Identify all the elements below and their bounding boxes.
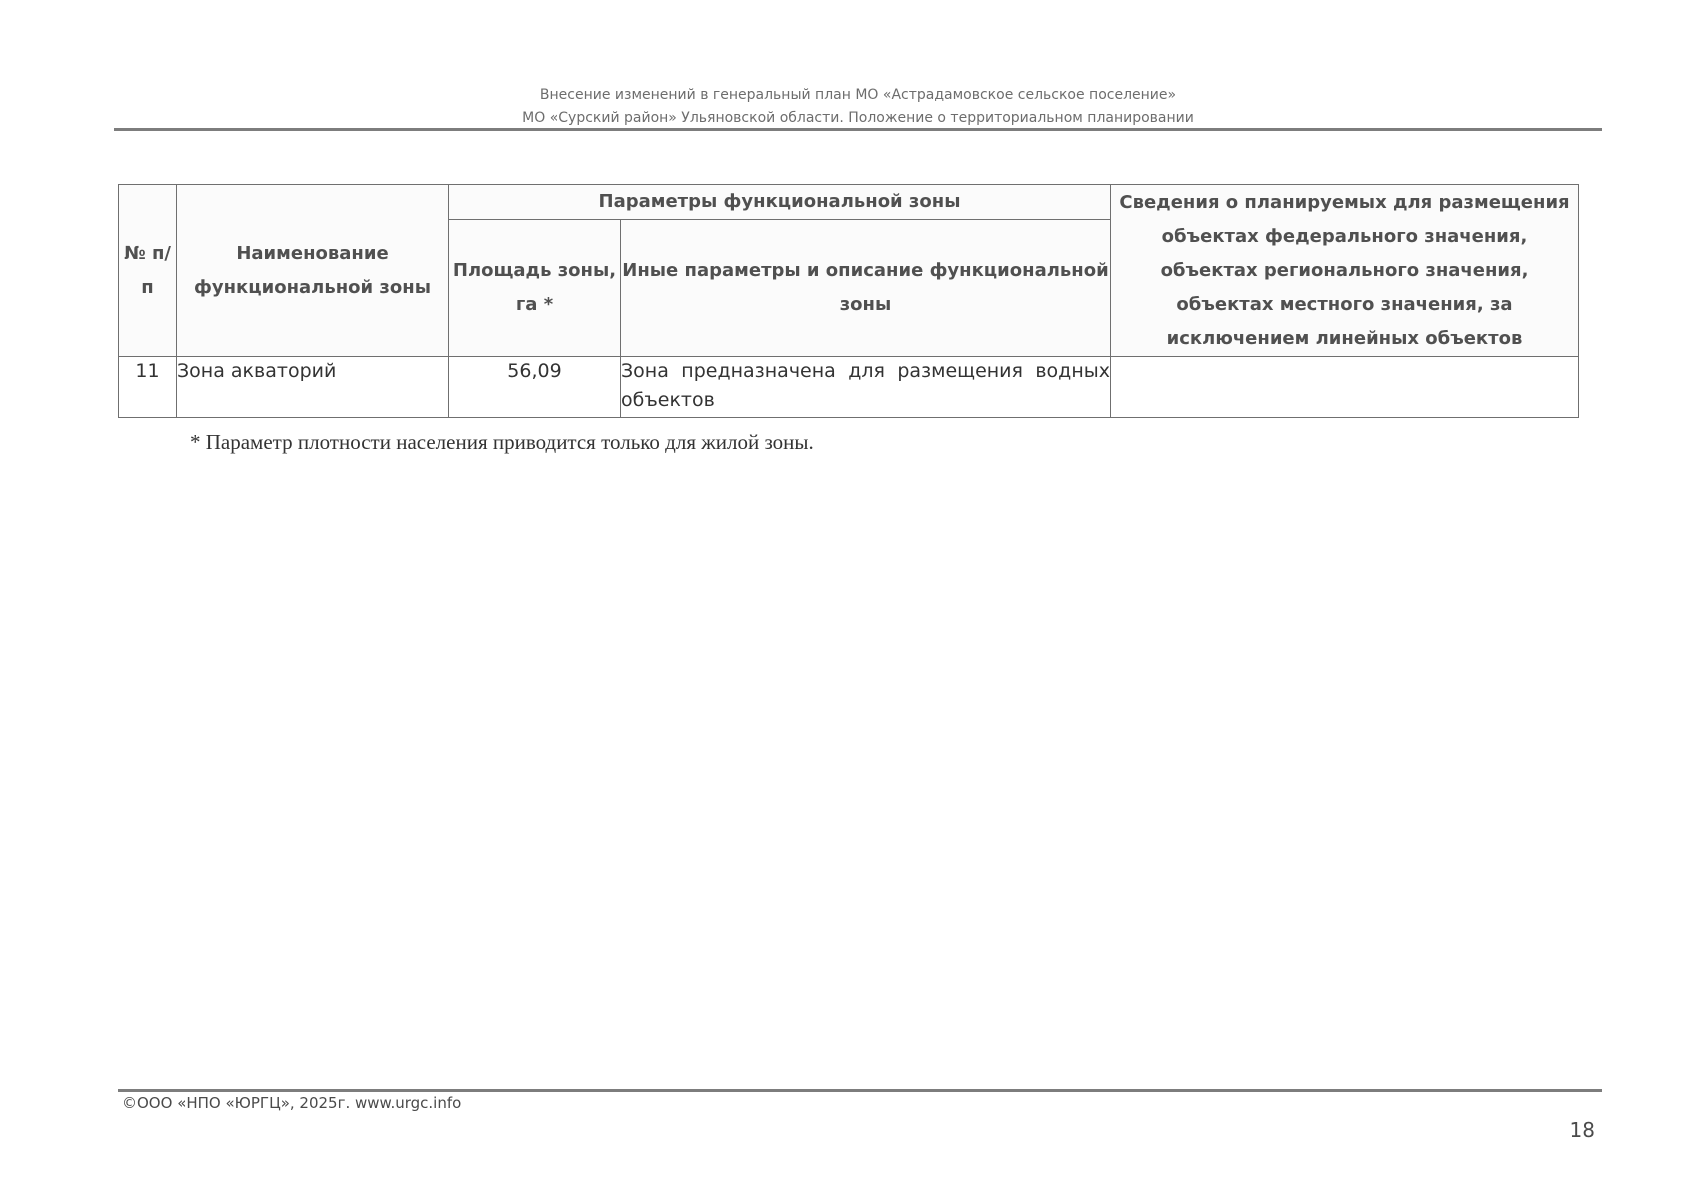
header-zone-area: Площадь зоны, га * xyxy=(449,220,621,357)
functional-zones-table xyxy=(118,184,1579,418)
header-zone-name: Наименование функциональной зоны xyxy=(177,185,449,357)
footer-copyright: ©ООО «НПО «ЮРГЦ», 2025г. www.urgc.info xyxy=(122,1094,462,1112)
cell-zone-name: Зона акваторий xyxy=(177,357,449,418)
header-divider xyxy=(114,128,1602,131)
cell-planned-objects xyxy=(1111,357,1579,418)
page-number: 18 xyxy=(1569,1118,1595,1142)
header-other-parameters: Иные параметры и описание функциональной зоны xyxy=(621,220,1111,357)
footer-divider xyxy=(118,1089,1602,1092)
header-number: № п/п xyxy=(119,185,177,357)
cell-zone-area: 56,09 xyxy=(449,357,621,418)
cell-zone-description: Зона предназначена для размещения водных объектов xyxy=(621,357,1111,418)
table-row xyxy=(119,357,1579,418)
header-planned-objects: Сведения о планируемых для размещения объектах федерального значения, объектах регионального значения, объектах местного значения, за исключением линейных объектов xyxy=(1111,185,1579,357)
header-zone-parameters: Параметры функциональной зоны xyxy=(449,185,1111,220)
header-line-1: Внесение изменений в генеральный план МО «Астрадамовское сельское поселение» xyxy=(539,87,1177,103)
cell-number: 11 xyxy=(119,357,177,418)
header-line-2: МО «Сурский район» Ульяновской области. Положение о территориальном планировании xyxy=(522,110,1194,126)
document-header xyxy=(114,84,1602,130)
table-footnote: * Параметр плотности населения приводится только для жилой зоны. xyxy=(190,430,814,454)
